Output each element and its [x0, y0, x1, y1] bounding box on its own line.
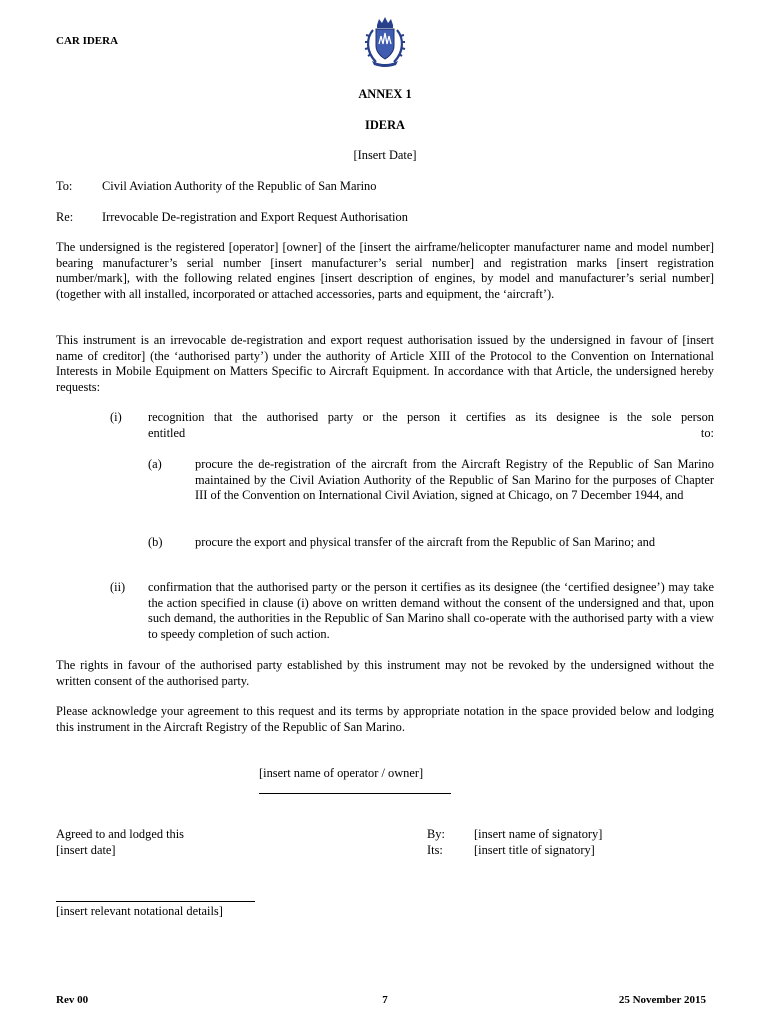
- re-label: Re:: [56, 210, 74, 224]
- sub-item-b-number: (b): [148, 535, 163, 549]
- item-ii-number: (ii): [110, 580, 126, 594]
- item-i-line1: recognition that the authorised party or the person it certifies as its designee is the sole person: [148, 410, 714, 424]
- item-i-number: (i): [110, 410, 122, 424]
- notational-details-placeholder: [insert relevant notational details]: [56, 904, 223, 918]
- its-value: [insert title of signatory]: [474, 843, 595, 857]
- operator-signature-line: [259, 793, 451, 794]
- header-doc-label: CAR IDERA: [56, 35, 119, 47]
- footer-page-number: 7: [382, 994, 388, 1006]
- sub-item-a-text: procure the de-registration of the aircraft from the Aircraft Registry of the Republic of San Marino maintained by the Civil Aviation Authority of the Republic of San Marino for the purposes of Chapter III of the Convention on International Civil Aviation, signed at Chicago, on 7 December 1944, and: [195, 457, 714, 503]
- agreed-lodged-text: Agreed to and lodged this: [56, 827, 185, 841]
- annex-title: ANNEX 1: [358, 87, 412, 101]
- paragraph-rights: The rights in favour of the authorised party established by this instrument may not be revoked by the undersigned without the written consent of the authorised party.: [56, 658, 714, 688]
- paragraph-authorisation: This instrument is an irrevocable de-registration and export request authorisation issued by the undersigned in favour of [insert name of creditor] (the ‘authorised party’) under the authority of Article XIII of the Protocol to the Convention on International Interests in Mobile Equipment on Matters Specific to Aircraft Equipment. In accordance with that Article, the undersigned hereby requests:: [56, 333, 714, 394]
- coat-of-arms-icon: [362, 16, 408, 68]
- item-ii-text: confirmation that the authorised party or the person it certifies as its designee (the ‘certified designee’) may take the action specified in clause (i) above on written demand without the consent of the undersigned and that, upon such demand, the authorities in the Republic of San Marino shall co-operate with the authorised party with a view to speedy completion of such action.: [148, 580, 714, 641]
- to-value: Civil Aviation Authority of the Republic of San Marino: [102, 179, 377, 193]
- paragraph-acknowledge: Please acknowledge your agreement to this request and its terms by appropriate notation in the space provided below and lodging this instrument in the Aircraft Registry of the Republic of San Marino.: [56, 704, 714, 734]
- insert-date-placeholder: [Insert Date]: [353, 148, 417, 162]
- sub-item-a-number: (a): [148, 457, 162, 471]
- notation-signature-line: [56, 901, 255, 902]
- by-label: By:: [427, 827, 445, 841]
- document-title: IDERA: [365, 118, 405, 132]
- agreed-date-placeholder: [insert date]: [56, 843, 116, 857]
- footer-revision: Rev 00: [56, 994, 89, 1006]
- operator-name-placeholder: [insert name of operator / owner]: [259, 766, 424, 780]
- sub-item-b-text: procure the export and physical transfer of the aircraft from the Republic of San Marino; and: [195, 535, 656, 549]
- its-label: Its:: [427, 843, 443, 857]
- re-value: Irrevocable De-registration and Export Request Authorisation: [102, 210, 408, 224]
- item-i-line2: entitled to:: [148, 425, 714, 440]
- paragraph-aircraft-description: The undersigned is the registered [operator] [owner] of the [insert the airframe/helicopter manufacturer name and model number] bearing manufacturer’s serial number [insert manufacturer’s serial number] and registration marks [insert registration number/mark], with the following related engines [insert description of engines, by model and manufacturer’s serial number] (together with all installed, incorporated or attached accessories, parts and equipment, the ‘aircraft’).: [56, 240, 714, 301]
- footer-date: 25 November 2015: [618, 994, 706, 1006]
- to-label: To:: [56, 179, 73, 193]
- by-value: [insert name of signatory]: [474, 827, 603, 841]
- item-i-text: [148, 410, 714, 441]
